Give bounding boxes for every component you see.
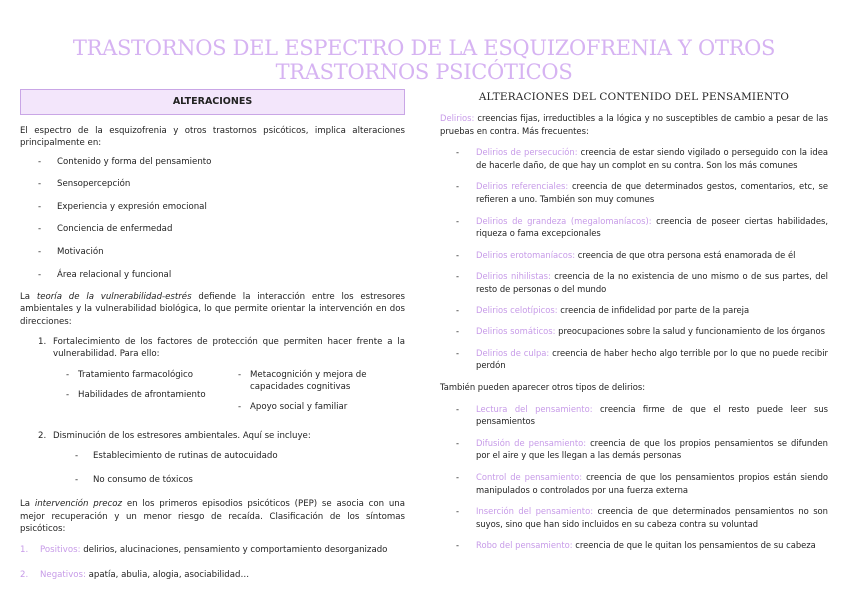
other-delusions-list: [440, 403, 828, 552]
list-item: - Delirios referenciales: creencia de que determinados gestos, comentarios, etc, se refieren a uno. También son muy comunes: [440, 180, 828, 206]
list-item: - Sensopercepción: [20, 178, 405, 190]
list-item: - Contenido y forma del pensamiento: [20, 156, 405, 168]
list-item: - Área relacional y funcional: [20, 269, 405, 281]
list-item: - Apoyo social y familiar: [225, 401, 405, 413]
protection-factors: [53, 369, 405, 422]
page-title: TRASTORNOS DEL ESPECTRO DE LA ESQUIZOFRENIA Y OTROS TRASTORNOS PSICÓTICOS: [72, 36, 776, 84]
other-delusions-intro: También pueden aparecer otros tipos de delirios:: [440, 381, 646, 392]
list-item: - Delirios erotomaníacos: creencia de que otra persona está enamorada de él: [440, 249, 828, 262]
list-item: - Delirios de culpa: creencia de haber hecho algo terrible por lo que no puede recibir perdón: [440, 347, 828, 373]
delusions-list: [440, 146, 828, 372]
delirios-definition: Delirios: creencias fijas, irreductibles a la lógica y no susceptibles de cambio a pesar de las pruebas en contra. Más frecuentes:: [440, 112, 828, 136]
intro-paragraph: El espectro de la esquizofrenia y otros trastornos psicóticos, implica alteraciones principalmente en:: [20, 126, 405, 149]
list-item: - Control de pensamiento: creencia de que los pensamientos propios están siendo manipulados o controlados por una fuerza externa: [440, 471, 828, 497]
directions-list: [20, 336, 405, 486]
list-item: - Robo del pensamiento: creencia de que le quitan los pensamientos de su cabeza: [440, 539, 828, 552]
list-item: - Motivación: [20, 246, 405, 258]
list-item: - Inserción del pensamiento: creencia de que determinados pensamientos no son suyos, sino que han sido incluidos en su cabeza contra su voluntad: [440, 505, 828, 531]
list-item: - Establecimiento de rutinas de autocuidado: [53, 450, 405, 462]
list-item: 2. Disminución de los estresores ambientales. Aquí se incluye: - Establecimiento de rutinas de autocuidado - No consumo de tóxicos: [20, 430, 405, 487]
symptoms-list: [20, 544, 405, 581]
list-item: - Delirios de persecución: creencia de estar siendo vigilado o perseguido con la idea de hacerle daño, de que hay un complot en su contra. Son los más comunes: [440, 146, 828, 172]
list-item: - Lectura del pensamiento: creencia firme de que el resto puede leer sus pensamientos: [440, 403, 828, 429]
stressor-reduction-list: [53, 450, 405, 487]
list-item: 1. Fortalecimiento de los factores de protección que permiten hacer frente a la vulnerabilidad. Para ello: - Tratamiento farmacológico - Habilidades de afrontamiento - Metacognición y mejora de capacidades cognitivas - Apoyo social y familiar: [20, 336, 405, 421]
right-column: [440, 89, 828, 560]
list-item: - Habilidades de afrontamiento: [53, 389, 223, 401]
vulnerability-paragraph: La teoría de la vulnerabilidad-estrés defiende la interacción entre los estresores ambientales y la vulnerabilidad biológica, lo que permite orientar la intervención en dos direcciones:: [20, 292, 405, 327]
list-item: - Conciencia de enfermedad: [20, 223, 405, 235]
list-item: - Delirios celotípicos: creencia de infidelidad por parte de la pareja: [440, 304, 828, 317]
list-item: - Difusión de pensamiento: creencia de que los propios pensamientos se difunden por el aire y que les llegan a las demás personas: [440, 437, 828, 463]
list-item: 1. Positivos: delirios, alucinaciones, pensamiento y comportamiento desorganizado: [20, 545, 388, 556]
list-item: - No consumo de tóxicos: [53, 474, 405, 486]
list-item: - Tratamiento farmacológico: [53, 369, 223, 381]
list-item: - Experiencia y expresión emocional: [20, 201, 405, 213]
alterations-list: [20, 156, 405, 281]
list-item: 2. Negativos: apatía, abulia, alogia, asociabilidad…: [20, 569, 250, 580]
vulnerability-theory-term: teoría de la vulnerabilidad-estrés: [36, 292, 192, 303]
list-item: - Metacognición y mejora de capacidades cognitivas: [225, 369, 405, 394]
list-item: - Delirios de grandeza (megalomaníacos): creencia de poseer ciertas habilidades, riqueza o fama excepcionales: [440, 215, 828, 241]
list-item: - Delirios somáticos: preocupaciones sobre la salud y funcionamiento de los órganos: [440, 325, 828, 338]
early-intervention-term: intervención precoz: [34, 499, 123, 510]
list-item: - Delirios nihilistas: creencia de la no existencia de uno mismo o de sus partes, del resto de personas o del mundo: [440, 270, 828, 296]
left-column: [20, 89, 405, 593]
section-heading: ALTERACIONES DEL CONTENIDO DEL PENSAMIENTO: [478, 91, 790, 103]
early-intervention-paragraph: La intervención precoz en los primeros episodios psicóticos (PEP) se asocia con una mejor recuperación y un menor riesgo de recaída. Clasificación de los síntomas psicóticos:: [20, 499, 406, 535]
alteraciones-header: ALTERACIONES: [20, 89, 405, 115]
